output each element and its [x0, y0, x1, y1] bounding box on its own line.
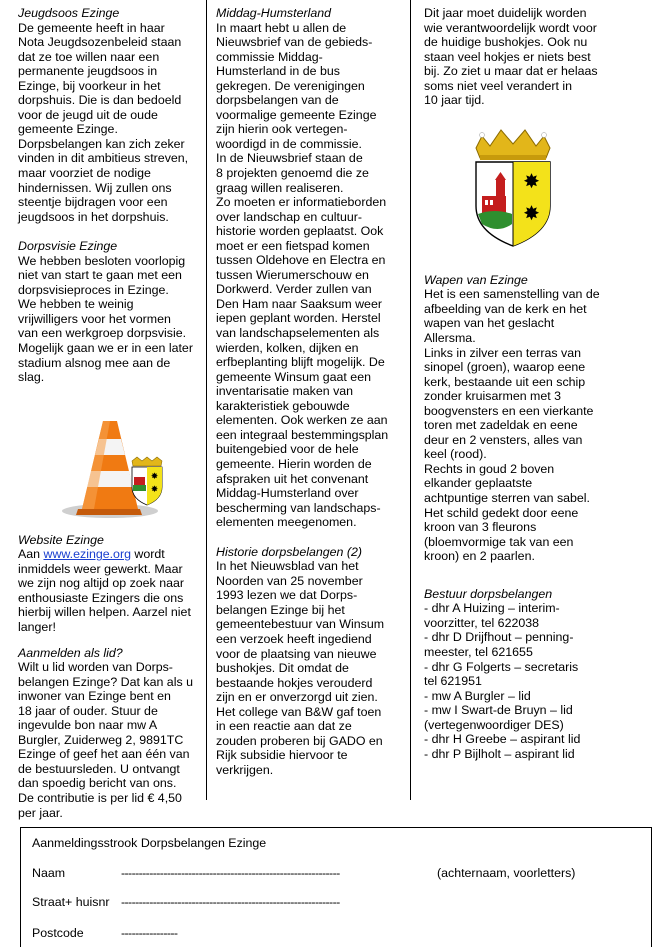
text-line: meester, tel 621655 — [424, 644, 533, 659]
text-line: 10 jaar tijd. — [424, 93, 485, 108]
text-line: woordigd in de commissie. — [216, 136, 362, 151]
traffic-cone-illustration — [18, 385, 204, 533]
text-line: permanente jeugdsoos in — [18, 64, 158, 79]
text-line: gemeentebestuur van Winsum — [216, 617, 385, 632]
text-line: kroon van 3 fleurons — [424, 520, 537, 535]
text-line: afspraken uit het convenant — [216, 471, 369, 486]
text-line: achtpuntige sterren van sabel. — [424, 491, 591, 506]
text-line: Nieuwsbrief van de gebieds- — [216, 35, 373, 50]
text-line: staan veel hokjes er niets best — [424, 49, 591, 64]
text-line: dorpsvisieproces in Ezinge. — [18, 282, 169, 297]
postcode-label: Postcode — [32, 926, 84, 940]
text-line: In maart hebt u allen de — [216, 20, 347, 35]
section-heading: Middag-Humsterland — [216, 6, 332, 20]
website-link[interactable]: www.ezinge.org — [43, 547, 131, 562]
column-2 — [216, 6, 396, 777]
text-line: Zo moeten er informatieborden — [216, 195, 387, 210]
section-body — [424, 601, 650, 761]
section-body — [216, 559, 396, 777]
text-line: in een reactie aan dat ze — [216, 719, 352, 734]
text-line: (vertegenwoordiger DES) — [424, 717, 564, 732]
postcode-field[interactable]: ---------------- — [121, 926, 178, 940]
text-line: In het Nieuwsblad van het — [216, 559, 359, 574]
text-line: kroon) en 2 paarlen. — [424, 549, 535, 564]
naam-note: (achternaam, voorletters) — [437, 866, 576, 880]
text-line: wierden, kolken, dijken en — [216, 340, 359, 355]
text-line: steentje bijdragen voor een — [18, 195, 168, 210]
text-line: over landschap en cultuur- — [216, 209, 363, 224]
text-line: Links in zilver een terras van — [424, 345, 582, 360]
coat-of-arms-illustration — [424, 108, 650, 273]
text-line: keel (rood). — [424, 447, 487, 462]
text-line: - dhr P Bijlholt – aspirant lid — [424, 746, 575, 761]
text-line: hindernissen. Wij zullen ons — [18, 180, 172, 195]
text-line: Humsterland in de bus — [216, 64, 340, 79]
text-line: Noorden van 25 november — [216, 573, 363, 588]
column-divider — [410, 0, 411, 800]
text-line: zijn hierin ook vertegen- — [216, 122, 348, 137]
text-line: afbeelding van de kerk en het — [424, 301, 587, 316]
section-body — [18, 562, 204, 635]
section-heading: Dorpsvisie Ezinge — [18, 239, 118, 254]
text-line: iepen geplant worden. Herstel — [216, 311, 381, 326]
text-line: Den Ham naar Saaksum weer — [216, 296, 382, 311]
text-line: Middag-Humsterland over — [216, 486, 359, 501]
text-line: niet van start te gaan met een — [18, 268, 182, 283]
text-line: hierbij willen helpen. Aarzel niet — [18, 605, 191, 620]
svg-text:✸: ✸ — [150, 471, 159, 482]
text-line: - dhr A Huizing – interim- — [424, 601, 560, 616]
text-line: Rijk subsidie hiervoor te — [216, 748, 348, 763]
column-3 — [424, 6, 650, 761]
text-line: historie worden geplaatst. Ook — [216, 224, 384, 239]
text-line: Wilt u lid worden van Dorps- — [18, 660, 173, 675]
section-body — [216, 21, 396, 530]
text-line: gekregen. De verenigingen — [216, 78, 365, 93]
text-line: inwoner van Ezinge bent en — [18, 689, 171, 704]
text-line: kerk, bestaande uit een schip — [424, 374, 586, 389]
text-line: elementen meegenomen. — [216, 515, 357, 530]
text-line: 8 projekten genoemd die ze — [216, 166, 369, 181]
text-line: de bestuursleden. U ontvangt — [18, 761, 180, 776]
text-line: deur en 2 vensters, alles van — [424, 432, 583, 447]
text-line: vinden in dit ambitieus streven, — [18, 151, 189, 166]
text-line: verkrijgen. — [216, 762, 274, 777]
text-line: 1993 lezen we dat Dorps- — [216, 588, 358, 603]
text-line: De gemeente heeft in haar — [18, 20, 165, 35]
text-line: Mogelijk gaan we er in een later — [18, 341, 193, 356]
text-line: Burgler, Zuiderweg 2, 9891TC — [18, 732, 184, 747]
text-line: tussen Wierumerschouw en — [216, 267, 369, 282]
text-line: dan spoedig bericht van ons. — [18, 776, 177, 791]
text-line: voormalige gemeente Ezinge — [216, 107, 377, 122]
text-line: Ezinge, bij voorkeur in het — [18, 78, 161, 93]
text-line: bestaande hokjes verouderd — [216, 675, 373, 690]
text-line: inventarisatie maken van — [216, 384, 354, 399]
text-line: We hebben besloten voorlopig — [18, 253, 186, 268]
text-line: boogvensters en een vierkante — [424, 403, 594, 418]
text-line: van een werkgroep dorpsvisie. — [18, 326, 187, 341]
straat-field[interactable]: -------------------------------------------------------------- — [121, 895, 340, 909]
text-line: 18 jaar of ouder. Stuur de — [18, 703, 158, 718]
text-line: stadium alsnog mee aan de — [18, 355, 171, 370]
text-line: van landschapselementen als — [216, 326, 380, 341]
text-line: Allersma. — [424, 331, 476, 346]
text-line: elementen. Ook werken ze aan — [216, 413, 388, 428]
text-line: bij. Zo ziet u maar dat er helaas — [424, 64, 598, 79]
text-line: de huidige bushokjes. Ook nu — [424, 35, 588, 50]
text-line: - dhr D Drijfhout – penning- — [424, 630, 574, 645]
text-line: Het is een samenstelling van de — [424, 287, 600, 302]
text-line: gemeente Ezinge. — [18, 122, 118, 137]
crown-icon — [476, 130, 550, 160]
text-line: toren met zadeldak en eene — [424, 418, 578, 433]
section-heading: Jeugdsoos Ezinge — [18, 6, 120, 20]
text-line: erfbeplanting blijft mogelijk. De — [216, 355, 385, 370]
text-line: vrijwilligers voor het vormen — [18, 311, 171, 326]
section-heading: Historie dorpsbelangen (2) — [216, 544, 363, 559]
text-line: soms niet veel verandert in — [424, 78, 573, 93]
text-line: per jaar. — [18, 805, 63, 820]
text-line: belangen Ezinge bij het — [216, 602, 345, 617]
text-line: sinopel (groen), waarop eene — [424, 360, 586, 375]
section-body — [424, 287, 650, 563]
text-line: jeugdsoos in het dorpshuis. — [18, 209, 169, 224]
straat-label: Straat+ huisnr — [32, 895, 110, 909]
text-line: tel 621951 — [424, 674, 482, 689]
section-heading: Website Ezinge — [18, 532, 104, 547]
text-line: enthousiaste Ezingers die ons — [18, 590, 184, 605]
svg-text:✸: ✸ — [150, 484, 159, 495]
naam-field[interactable]: -------------------------------------------------------------- — [121, 866, 340, 880]
text-line: een verzoek heeft ingediend — [216, 631, 372, 646]
section-body: Aan www.ezinge.org wordt — [18, 547, 165, 562]
text-line: De contributie is per lid € 4,50 — [18, 790, 182, 805]
section-body — [18, 254, 204, 385]
column-divider — [206, 0, 207, 800]
text-line: (bloemvormige tak van een — [424, 534, 574, 549]
column-1 — [18, 6, 204, 820]
text-line: karakteristiek gebouwde — [216, 398, 350, 413]
naam-label: Naam — [32, 866, 66, 880]
text-line: dorpsbelangen van de — [216, 93, 339, 108]
text-line: Dorkwerd. Verder zullen van — [216, 282, 372, 297]
text-line: een integraal bestemmingsplan — [216, 427, 389, 442]
text-line: We hebben te weinig — [18, 297, 134, 312]
text-line: voor de plaatsing van nieuwe — [216, 646, 377, 661]
text-line: Nota Jeugdsozenbeleid staan — [18, 35, 182, 50]
text-line: ingevulde bon naar mw A — [18, 718, 158, 733]
text-line: langer! — [18, 619, 56, 634]
text-line: commissie Middag- — [216, 49, 323, 64]
section-body — [18, 21, 204, 225]
section-heading: Wapen van Ezinge — [424, 272, 528, 287]
svg-text:✸: ✸ — [523, 168, 540, 193]
text-line: zouden proberen bij GADO en — [216, 733, 383, 748]
text-line: buitengebied voor de hele — [216, 442, 359, 457]
text-line: graag willen realiseren. — [216, 180, 344, 195]
text-line: gemeente. Hierin worden de — [216, 456, 372, 471]
text-line: zijn en er onverzorgd uit zien. — [216, 690, 378, 705]
text-line: we zijn nog altijd op zoek naar — [18, 576, 184, 591]
text-line: wapen van het geslacht — [424, 316, 555, 331]
section-body — [18, 660, 204, 820]
text-line: Het college van B&W gaf toen — [216, 704, 382, 719]
signup-form — [20, 827, 652, 947]
text-line: Dit jaar moet duidelijk worden — [424, 6, 587, 20]
text-line: gemeente Winsum gaat een — [216, 369, 371, 384]
text-line: inmiddels weer gewerkt. Maar — [18, 561, 183, 576]
text-line: Het schild gedekt door eene — [424, 505, 579, 520]
text-line: Rechts in goud 2 boven — [424, 461, 555, 476]
section-heading: Aanmelden als lid? — [18, 645, 123, 660]
text-line: - dhr G Folgerts – secretaris — [424, 659, 579, 674]
text-line: wie verantwoordelijk wordt voor — [424, 20, 597, 35]
text-line: zonder kruisarmen met 3 — [424, 389, 562, 404]
text-line: dorpshuis. Die is dan bedoeld — [18, 93, 182, 108]
text-line: - mw I Swart-de Bruyn – lid — [424, 703, 573, 718]
section-heading: Bestuur dorpsbelangen — [424, 586, 553, 601]
text-line: belangen Ezinge? Dat kan als u — [18, 674, 193, 689]
text-line: tussen Oldehove en Electra en — [216, 253, 386, 268]
text-line: - dhr H Greebe – aspirant lid — [424, 732, 581, 747]
text-line: voor de jeugd uit de oude — [18, 107, 158, 122]
text-line: voorzitter, tel 622038 — [424, 615, 540, 630]
svg-text:✸: ✸ — [523, 200, 540, 225]
section-body — [424, 6, 650, 108]
text-line: bescherming van landschaps- — [216, 500, 381, 515]
text-line: Dorpsbelangen kan zich zeker — [18, 136, 185, 151]
text-line: - mw A Burgler – lid — [424, 688, 531, 703]
text-line: In de Nieuwsbrief staan de — [216, 151, 363, 166]
text-line: dat ze toe willen naar een — [18, 49, 160, 64]
text-line: maar voorziet de nodige — [18, 166, 151, 181]
text-line: moet er een fietspad komen — [216, 238, 370, 253]
text-line: elkander geplaatste — [424, 476, 533, 491]
form-title: Aanmeldingsstrook Dorpsbelangen Ezinge — [32, 836, 267, 850]
text-line: slag. — [18, 370, 45, 385]
text-line: bushokjes. Dit omdat de — [216, 661, 349, 676]
text-line: Ezinge of geef het aan één van — [18, 747, 190, 762]
